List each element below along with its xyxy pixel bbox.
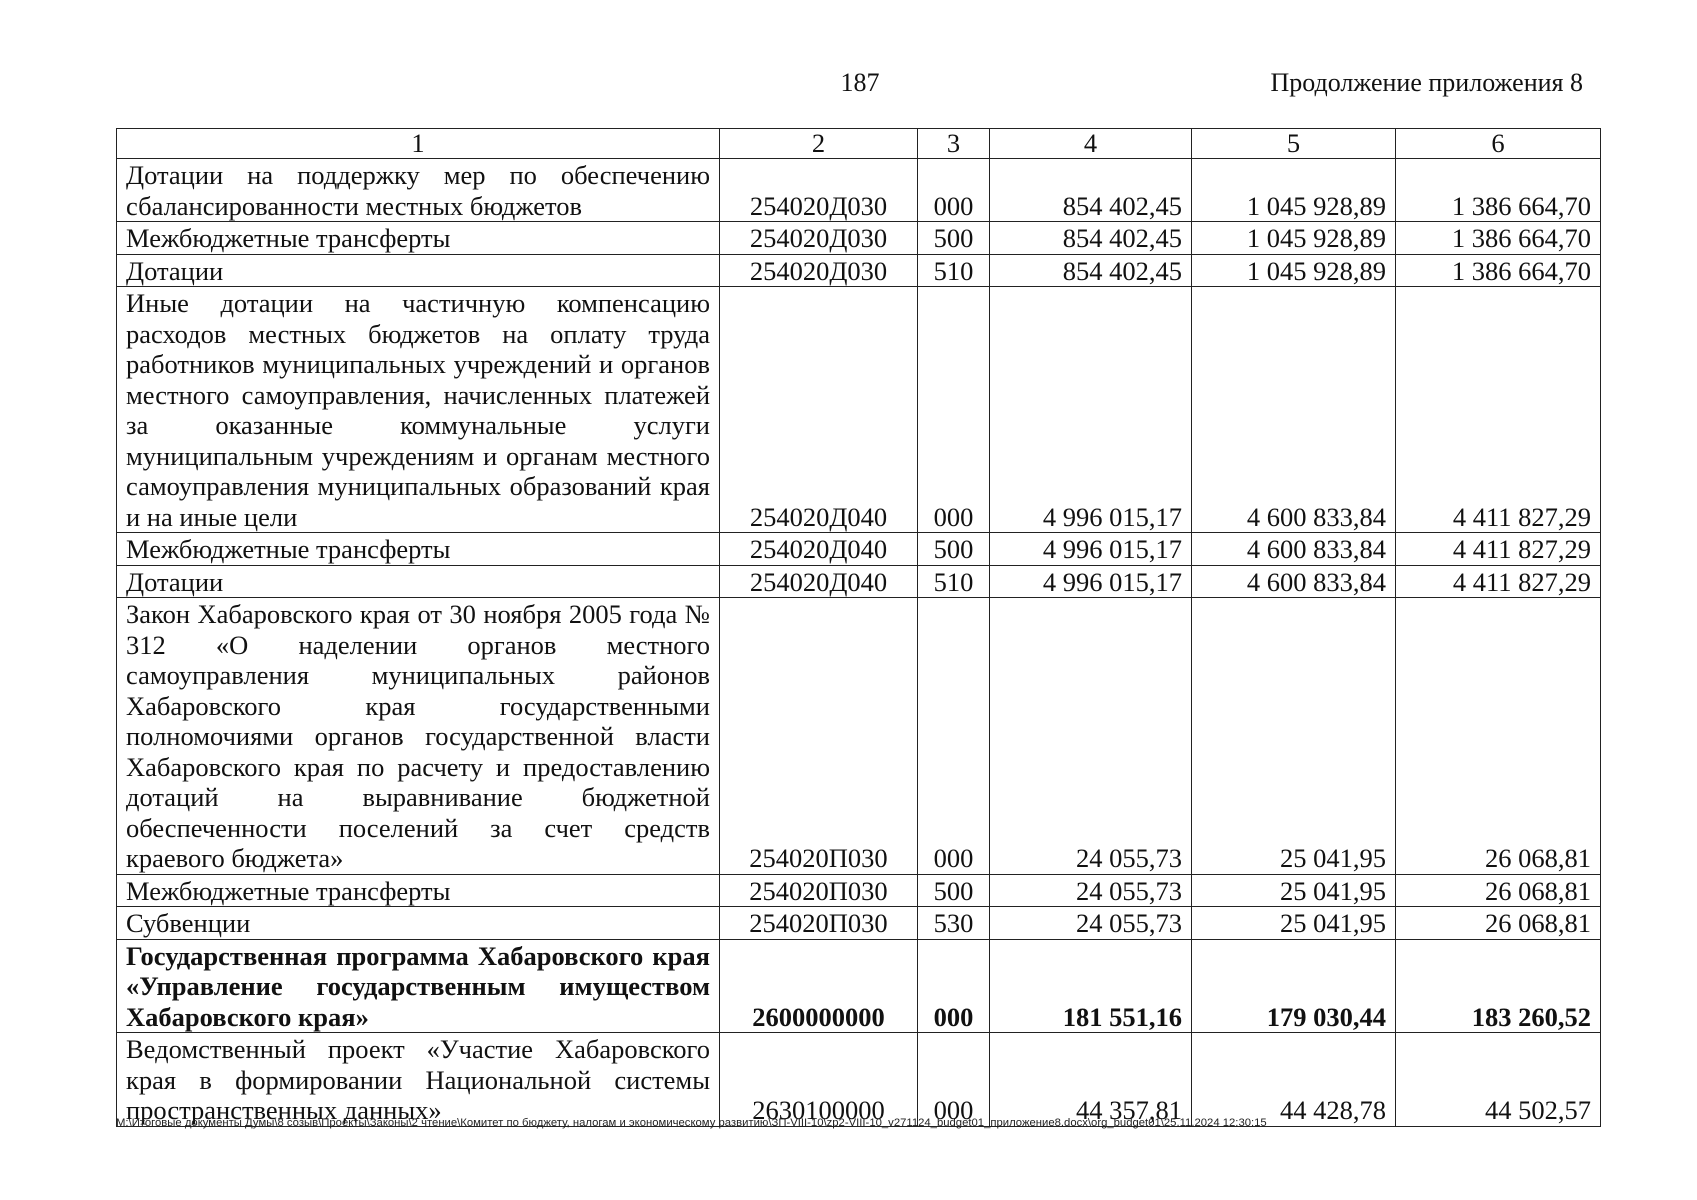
- target-article-code-cell: 254020Д030: [720, 254, 918, 287]
- target-article-code-cell: 254020Д040: [720, 533, 918, 566]
- target-article-code-cell: 2600000000: [720, 939, 918, 1033]
- column-header-1: 1: [117, 129, 720, 159]
- target-article-code-cell: 2630100000: [720, 1033, 918, 1127]
- amount-cell-col4: 44 357,81: [990, 1033, 1192, 1127]
- amount-cell-col6: 4 411 827,29: [1396, 287, 1601, 533]
- table-row: [117, 874, 1601, 907]
- amount-cell-col4: 854 402,45: [990, 159, 1192, 222]
- expense-type-code-cell: 000: [918, 1033, 990, 1127]
- row-name-cell: Межбюджетные трансферты: [117, 874, 720, 907]
- column-header-4: 4: [990, 129, 1192, 159]
- amount-cell-col6: 26 068,81: [1396, 874, 1601, 907]
- amount-cell-col4: 4 996 015,17: [990, 287, 1192, 533]
- amount-cell-col5: 1 045 928,89: [1192, 222, 1396, 255]
- expense-type-code-cell: 000: [918, 939, 990, 1033]
- amount-cell-col4: 24 055,73: [990, 874, 1192, 907]
- expense-type-code-cell: 500: [918, 533, 990, 566]
- amount-cell-col4: 4 996 015,17: [990, 533, 1192, 566]
- amount-cell-col6: 26 068,81: [1396, 907, 1601, 940]
- row-name-cell: Дотации на поддержку мер по обеспечению сбалансированности местных бюджетов: [117, 159, 720, 222]
- row-name-cell: Государственная программа Хабаровского края «Управление государственным имуществом Хабаровского края»: [117, 939, 720, 1033]
- amount-cell-col5: 44 428,78: [1192, 1033, 1396, 1127]
- amount-cell-col5: 4 600 833,84: [1192, 565, 1396, 598]
- expense-type-code-cell: 500: [918, 222, 990, 255]
- target-article-code-cell: 254020П030: [720, 598, 918, 875]
- expense-type-code-cell: 000: [918, 598, 990, 875]
- document-file-path: M:\Итоговые документы Думы\8 созыв\Проекты\Законы\2 чтение\Комитет по бюджету, налогам и экономическому развитию\ЗП-VIII-10\zp2-VIII-10_v271124_budget01_приложение8.docx\org_budget01\25.11.2024 12:30:15: [116, 1117, 1267, 1129]
- amount-cell-col6: 1 386 664,70: [1396, 254, 1601, 287]
- amount-cell-col5: 25 041,95: [1192, 907, 1396, 940]
- amount-cell-col5: 1 045 928,89: [1192, 159, 1396, 222]
- table-row: [117, 565, 1601, 598]
- column-header-6: 6: [1396, 129, 1601, 159]
- expense-type-code-cell: 510: [918, 254, 990, 287]
- column-number-header-row: [117, 129, 1601, 159]
- amount-cell-col5: 25 041,95: [1192, 874, 1396, 907]
- budget-table: [116, 128, 1601, 1127]
- expense-type-code-cell: 500: [918, 874, 990, 907]
- table-row: [117, 287, 1601, 533]
- amount-cell-col6: 183 260,52: [1396, 939, 1601, 1033]
- target-article-code-cell: 254020П030: [720, 907, 918, 940]
- amount-cell-col6: 1 386 664,70: [1396, 159, 1601, 222]
- column-header-5: 5: [1192, 129, 1396, 159]
- target-article-code-cell: 254020П030: [720, 874, 918, 907]
- target-article-code-cell: 254020Д030: [720, 222, 918, 255]
- amount-cell-col5: 179 030,44: [1192, 939, 1396, 1033]
- table-row: [117, 533, 1601, 566]
- column-header-3: 3: [918, 129, 990, 159]
- row-name-cell: Иные дотации на частичную компенсацию расходов местных бюджетов на оплату труда работников муниципальных учреждений и органов местного самоуправления, начисленных платежей за оказанные коммунальные услуги муниципальным учреждениям и органам местного самоуправления муниципальных образований края и на иные цели: [117, 287, 720, 533]
- target-article-code-cell: 254020Д040: [720, 287, 918, 533]
- table-row: [117, 254, 1601, 287]
- page-number: 187: [840, 68, 880, 97]
- amount-cell-col5: 4 600 833,84: [1192, 533, 1396, 566]
- amount-cell-col6: 4 411 827,29: [1396, 533, 1601, 566]
- table-row: [117, 598, 1601, 875]
- amount-cell-col5: 4 600 833,84: [1192, 287, 1396, 533]
- amount-cell-col4: 854 402,45: [990, 222, 1192, 255]
- expense-type-code-cell: 510: [918, 565, 990, 598]
- table-row: [117, 907, 1601, 940]
- column-header-2: 2: [720, 129, 918, 159]
- table-row: [117, 939, 1601, 1033]
- table-row: [117, 1033, 1601, 1127]
- expense-type-code-cell: 530: [918, 907, 990, 940]
- amount-cell-col6: 4 411 827,29: [1396, 565, 1601, 598]
- row-name-cell: Ведомственный проект «Участие Хабаровского края в формировании Национальной системы пространственных данных»: [117, 1033, 720, 1127]
- amount-cell-col4: 4 996 015,17: [990, 565, 1192, 598]
- amount-cell-col4: 181 551,16: [990, 939, 1192, 1033]
- amount-cell-col6: 26 068,81: [1396, 598, 1601, 875]
- row-name-cell: Дотации: [117, 565, 720, 598]
- annex-continuation-label: Продолжение приложения 8: [1270, 68, 1583, 97]
- row-name-cell: Межбюджетные трансферты: [117, 222, 720, 255]
- row-name-cell: Закон Хабаровского края от 30 ноября 2005 года № 312 «О наделении органов местного самоуправления муниципальных районов Хабаровского края государственными полномочиями органов государственной власти Хабаровского края по расчету и предоставлению дотаций на выравнивание бюджетной обеспеченности поселений за счет средств краевого бюджета»: [117, 598, 720, 875]
- target-article-code-cell: 254020Д040: [720, 565, 918, 598]
- amount-cell-col5: 1 045 928,89: [1192, 254, 1396, 287]
- amount-cell-col5: 25 041,95: [1192, 598, 1396, 875]
- row-name-cell: Дотации: [117, 254, 720, 287]
- row-name-cell: Межбюджетные трансферты: [117, 533, 720, 566]
- table-row: [117, 222, 1601, 255]
- amount-cell-col6: 44 502,57: [1396, 1033, 1601, 1127]
- amount-cell-col6: 1 386 664,70: [1396, 222, 1601, 255]
- expense-type-code-cell: 000: [918, 287, 990, 533]
- budget-table-body: [117, 159, 1601, 1127]
- amount-cell-col4: 24 055,73: [990, 907, 1192, 940]
- amount-cell-col4: 24 055,73: [990, 598, 1192, 875]
- amount-cell-col4: 854 402,45: [990, 254, 1192, 287]
- row-name-cell: Субвенции: [117, 907, 720, 940]
- target-article-code-cell: 254020Д030: [720, 159, 918, 222]
- table-row: [117, 159, 1601, 222]
- expense-type-code-cell: 000: [918, 159, 990, 222]
